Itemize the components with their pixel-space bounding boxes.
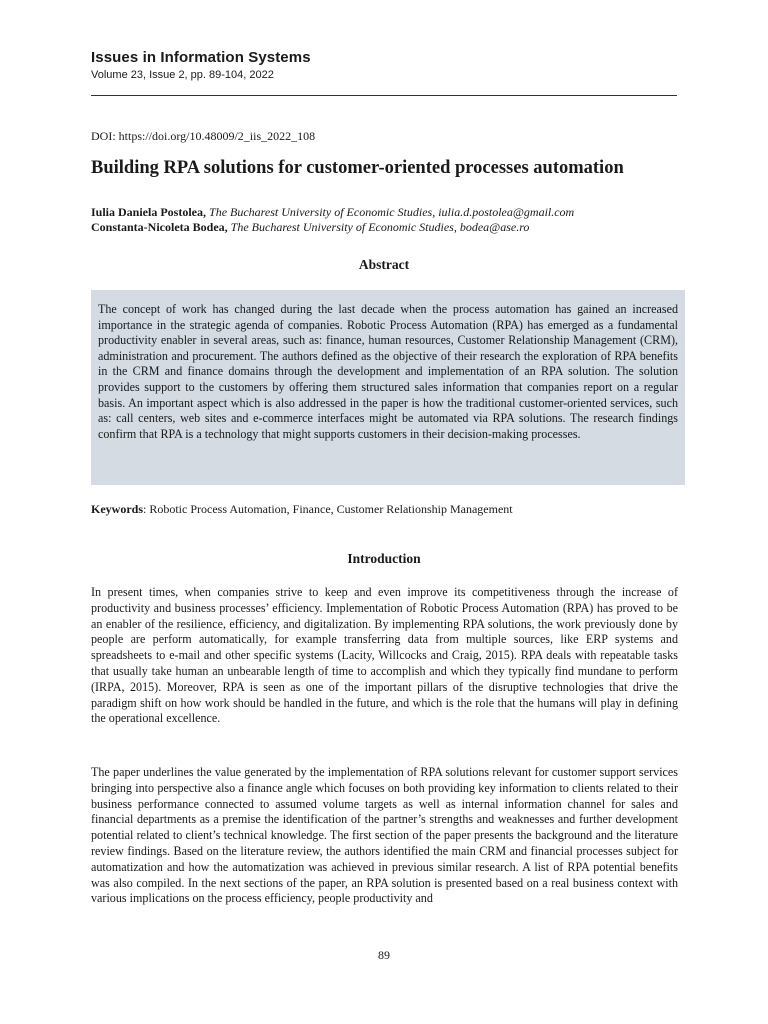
- doi-line: DOI: https://doi.org/10.48009/2_iis_2022_108: [91, 129, 316, 143]
- introduction-heading: Introduction: [347, 551, 421, 566]
- paper-title: Building RPA solutions for customer-oriented processes automation: [91, 158, 624, 178]
- header-divider: [91, 95, 677, 96]
- abstract-text: The concept of work has changed during the last decade when the process automation has gained an increased importance in the strategic agenda of companies. Robotic Process Automation (RPA) has emerged as a fundamental productivity enabler in several areas, such as: finance, human resources, Customer Relationship Management (CRM), administration and procurement. The authors defined as the objective of their research the exploration of RPA benefits in the CRM and finance domains through the development and implementation of an RPA solution. The solution provides support to the customers by offering them structured sales information that companies report on a regular basis. An important aspect which is also addressed in the paper is how the traditional customer-oriented services, such as: call centers, web sites and e-commerce interfaces might be automated via RPA solutions. The research findings confirm that RPA is a technology that might supports customers in their decision-making processes.: [98, 302, 678, 441]
- author-name: Iulia Daniela Postolea,: [91, 205, 207, 219]
- introduction-paragraph-1: In present times, when companies strive to keep and even improve its competitiveness through the increase of productivity and business processes’ efficiency. Implementation of Robotic Process Automation (RPA) has proved to be an enabler of the resilience, efficiency, and digitalization. By implementing RPA solutions, the work previously done by people are perform automatically, for example transferring data from multiple sources, like ERP systems and spreadsheets to e-mail and other specific systems (Lacity, Willcocks and Craig, 2015). RPA deals with repeatable tasks that usually take human an unbearable length of time to accomplish and which they typically find mundane to perform (IRPA, 2015). Moreover, RPA is seen as one of the important pillars of the disruptive technologies that drive the paradigm shift on how work should be handled in the future, and which is the role that the humans will play in defining the operational excellence.: [91, 585, 678, 726]
- author-name: Constanta-Nicoleta Bodea,: [91, 220, 228, 234]
- keywords-text: : Robotic Process Automation, Finance, Customer Relationship Management: [143, 502, 513, 516]
- abstract-heading: Abstract: [358, 257, 410, 272]
- abstract-box: [91, 290, 685, 485]
- author-affiliation: The Bucharest University of Economic Studies, bodea@ase.ro: [230, 220, 530, 234]
- keywords-label: Keywords: [91, 502, 143, 516]
- journal-volume: Volume 23, Issue 2, pp. 89-104, 2022: [91, 69, 274, 81]
- author-1: [91, 205, 574, 220]
- introduction-paragraph-2: The paper underlines the value generated by the implementation of RPA solutions relevant for customer support services bringing into perspective also a finance angle which focuses on both providing key information to clients related to their business performance connected to assumed volume targets as well as internal information channel for sales and financial departments as a premise the identification of the partner’s strengths and weaknesses and further development potential related to client’s technical knowledge. The first section of the paper presents the background and the literature review findings. Based on the literature review, the authors identified the main CRM and financial processes subject for automatization and how the automatization was achieved in previous similar research. A list of RPA potential benefits was also compiled. In the next sections of the paper, an RPA solution is presented based on a real business context with various implications on the process efficiency, people productivity and: [91, 765, 678, 906]
- journal-title: Issues in Information Systems: [91, 49, 311, 66]
- page-number: 89: [378, 948, 390, 962]
- keywords-line: [91, 502, 513, 517]
- author-list: [91, 205, 574, 235]
- author-affiliation: The Bucharest University of Economic Studies, iulia.d.postolea@gmail.com: [209, 205, 575, 219]
- author-2: [91, 220, 574, 235]
